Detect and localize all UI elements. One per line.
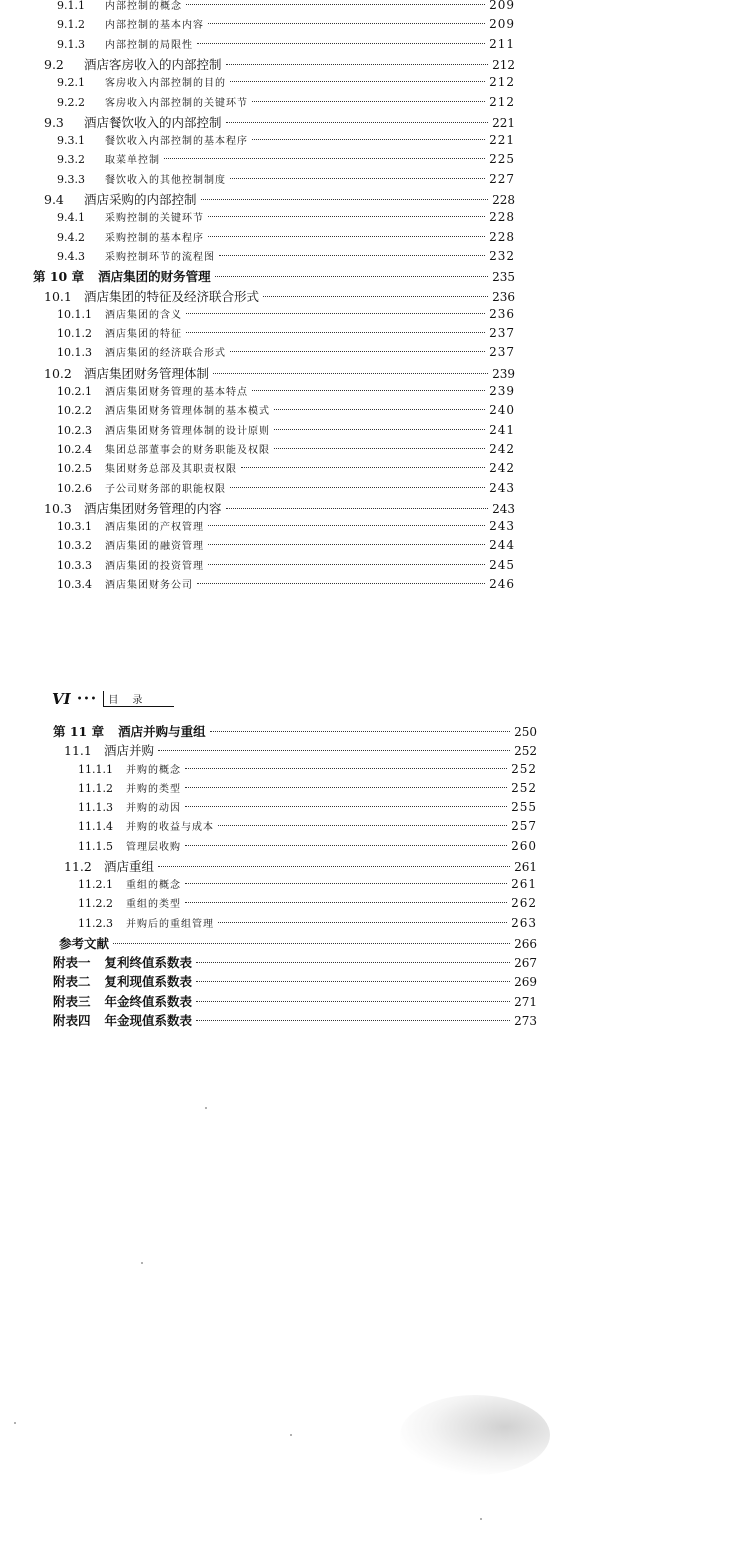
toc-entry-number: 9.2.2 — [57, 95, 85, 109]
dot-leader — [113, 943, 510, 944]
toc-entry-title: 并购后的重组管理 — [126, 918, 214, 930]
toc-entry-title: 酒店集团财务管理的内容 — [84, 500, 222, 516]
scan-speck — [14, 1422, 16, 1424]
toc-entry — [53, 1011, 537, 1029]
dot-leader — [252, 390, 485, 391]
toc-entry-page: 236 — [489, 306, 515, 321]
toc-entry-page: 255 — [511, 800, 537, 814]
toc-entry-title: 酒店集团财务管理体制的基本模式 — [105, 406, 270, 418]
dot-leader — [158, 750, 510, 751]
toc-entry-number: 10.1 — [44, 288, 72, 304]
dot-leader — [208, 23, 485, 24]
dot-leader — [208, 525, 485, 526]
toc-entry-number: 11.2 — [64, 858, 92, 874]
toc-entry-page: 244 — [489, 538, 515, 553]
toc-entry-number: 10.1.2 — [57, 327, 92, 341]
toc-entry — [57, 94, 515, 109]
dot-leader — [185, 883, 507, 884]
toc-entry-page: 228 — [489, 210, 515, 225]
dot-leader — [226, 122, 489, 123]
toc-entry — [78, 895, 537, 910]
dot-leader — [215, 276, 488, 277]
toc-entry — [57, 325, 515, 340]
dot-leader — [274, 409, 485, 410]
dot-leader — [185, 845, 507, 846]
toc-entry — [57, 480, 515, 495]
toc-entry-page: 263 — [511, 915, 537, 930]
toc-entry — [57, 151, 515, 166]
toc-entry-title: 酒店并购与重组 — [118, 724, 206, 739]
toc-entry-page: 242 — [489, 441, 515, 456]
toc-entry-number: 11.1.4 — [78, 820, 113, 834]
toc-entry — [44, 499, 515, 517]
toc-entry — [44, 113, 515, 131]
toc-entry — [44, 287, 515, 305]
scan-speck — [205, 1107, 207, 1109]
toc-entry-title: 酒店集团的特征 — [105, 329, 182, 341]
toc-entry-number: 10.2.5 — [57, 462, 92, 476]
toc-entry-title: 酒店餐饮收入的内部控制 — [84, 114, 222, 130]
toc-entry — [78, 780, 537, 795]
toc-entry — [57, 518, 515, 533]
toc-entry-page: 211 — [489, 36, 515, 51]
toc-entry-page: 228 — [489, 229, 515, 244]
toc-entry-number: 11.1.5 — [78, 839, 113, 853]
toc-entry-number: 11.1.1 — [78, 762, 113, 776]
toc-entry-page: 243 — [489, 519, 515, 534]
toc-entry-number: 10.3.4 — [57, 578, 92, 591]
toc-entry-number: 10.3.3 — [57, 558, 92, 572]
toc-entry-number: 11.1 — [64, 743, 92, 759]
toc-entry-page: 261 — [514, 859, 537, 874]
toc-entry-page: 267 — [514, 956, 537, 970]
toc-entry-title: 酒店并购 — [104, 743, 155, 759]
toc-entry — [53, 972, 537, 990]
toc-entry-title: 酒店集团财务公司 — [105, 580, 193, 591]
toc-entry-title: 复利现值系数表 — [104, 974, 193, 990]
toc-entry — [64, 857, 537, 875]
toc-entry-number: 附表三 — [53, 993, 91, 1009]
toc-entry — [78, 818, 537, 833]
toc-entry-page: 232 — [489, 248, 515, 263]
toc-entry-title: 取菜单控制 — [105, 155, 160, 167]
toc-entry-title: 集团财务总部及其职责权限 — [105, 464, 237, 476]
toc-entry-page: 245 — [489, 557, 515, 572]
toc-entry-title: 内部控制的局限性 — [105, 39, 193, 51]
dot-leader — [196, 981, 510, 982]
dot-leader — [158, 866, 510, 867]
dot-leader — [230, 81, 485, 82]
toc-entry-number: 9.4.3 — [57, 249, 85, 263]
toc-entry-number: 10.1.1 — [57, 307, 92, 321]
toc-entry — [53, 934, 537, 952]
toc-entry-number: 10.2.1 — [57, 385, 92, 398]
toc-entry — [78, 915, 537, 930]
toc-entry — [53, 992, 537, 1010]
toc-entry-page: 273 — [514, 1013, 537, 1028]
toc-entry-number: 附表二 — [53, 974, 91, 990]
toc-entry-number: 10.3 — [44, 500, 72, 516]
toc-entry-number: 9.4.2 — [57, 230, 85, 244]
dot-leader — [213, 373, 488, 374]
toc-entry-title: 参考文献 — [59, 935, 110, 951]
dot-leader — [230, 351, 485, 352]
dot-leader — [185, 902, 507, 903]
toc-entry — [57, 248, 515, 263]
toc-entry — [57, 460, 515, 475]
toc-entry-number: 11.2.1 — [78, 878, 113, 891]
toc-entry — [57, 537, 515, 552]
toc-entry-page: 269 — [514, 975, 537, 990]
toc-entry-title: 餐饮收入的其他控制制度 — [105, 174, 226, 186]
toc-entry — [44, 364, 515, 382]
dot-leader — [210, 731, 510, 732]
toc-entry-number: 第 10 章 — [33, 269, 85, 285]
toc-entry-number: 第 11 章 — [53, 724, 105, 739]
toc-entry-title: 酒店采购的内部控制 — [84, 192, 197, 207]
toc-entry-page: 252 — [514, 744, 537, 759]
toc-entry-page: 241 — [489, 422, 515, 437]
dot-leader — [185, 806, 507, 807]
dot-leader — [196, 1001, 510, 1002]
header-label: 目录 — [103, 691, 174, 707]
toc-entry-page: 235 — [492, 270, 515, 285]
toc-entry-number: 11.1.2 — [78, 781, 113, 795]
toc-entry-title: 并购的概念 — [126, 764, 181, 776]
scan-speck — [480, 1518, 482, 1520]
toc-entry-title: 子公司财务部的职能权限 — [105, 483, 226, 495]
toc-entry-number: 9.1.2 — [57, 18, 85, 32]
toc-entry-title: 酒店集团财务管理的基本特点 — [105, 387, 248, 398]
toc-entry-page: 212 — [489, 94, 515, 109]
toc-entry-title: 年金终值系数表 — [104, 993, 193, 1009]
toc-entry-page: 242 — [489, 461, 515, 476]
toc-entry-title: 采购控制的基本程序 — [105, 232, 204, 244]
dot-leader — [208, 236, 485, 237]
toc-entry-page: 209 — [489, 0, 515, 12]
toc-entry-page: 227 — [489, 171, 515, 186]
toc-entry — [57, 306, 515, 321]
toc-entry — [57, 36, 515, 51]
dot-leader — [230, 178, 485, 179]
scan-speck — [290, 1434, 292, 1436]
toc-entry-title: 集团总部董事会的财务职能及权限 — [105, 444, 270, 456]
toc-entry-number: 附表四 — [53, 1012, 91, 1028]
dot-leader — [197, 583, 485, 584]
toc-entry — [33, 267, 515, 285]
toc-entry — [53, 953, 537, 971]
toc-entry-page: 257 — [511, 819, 537, 834]
dot-leader — [274, 429, 485, 430]
toc-entry-title: 重组的类型 — [126, 899, 181, 911]
header-dots: ••• — [76, 693, 98, 705]
dot-leader — [185, 787, 507, 788]
toc-entry — [57, 422, 515, 437]
dot-leader — [208, 544, 485, 545]
toc-entry-number: 9.1.3 — [57, 37, 85, 51]
toc-entry — [57, 171, 515, 186]
toc-entry-number: 10.2.3 — [57, 423, 92, 437]
toc-entry-page: 252 — [511, 780, 537, 795]
toc-entry-page: 260 — [511, 838, 537, 853]
toc-entry-title: 并购的收益与成本 — [126, 822, 214, 834]
toc-entry-title: 酒店重组 — [104, 858, 155, 874]
toc-entry-page: 221 — [492, 115, 515, 130]
toc-entry-page: 250 — [514, 725, 537, 739]
toc-entry-number: 9.4 — [44, 192, 64, 207]
toc-entry — [57, 16, 515, 31]
toc-entry — [57, 402, 515, 417]
toc-entry-number: 10.2.4 — [57, 442, 92, 456]
toc-entry-title: 内部控制的基本内容 — [105, 20, 204, 32]
toc-entry-page: 252 — [511, 761, 537, 776]
toc-entry-title: 酒店集团的特征及经济联合形式 — [84, 288, 260, 304]
toc-entry — [78, 876, 537, 891]
toc-entry-title: 酒店集团的财务管理 — [98, 269, 211, 285]
toc-entry — [44, 55, 515, 73]
toc-entry-page: 240 — [489, 403, 515, 418]
toc-entry-number: 9.2.1 — [57, 76, 85, 90]
dot-leader — [263, 296, 488, 297]
toc-entry-page: 271 — [514, 994, 537, 1009]
toc-entry — [57, 576, 515, 591]
toc-entry-title: 酒店集团的经济联合形式 — [105, 348, 226, 360]
toc-entry-title: 并购的动因 — [126, 803, 181, 814]
dot-leader — [208, 564, 485, 565]
toc-entry-number: 11.2.2 — [78, 897, 113, 911]
dot-leader — [274, 448, 485, 449]
dot-leader — [196, 1020, 510, 1021]
dot-leader — [252, 101, 485, 102]
dot-leader — [164, 158, 485, 159]
toc-entry-title: 酒店客房收入的内部控制 — [84, 56, 222, 72]
page-header — [52, 690, 174, 708]
toc-entry-title: 内部控制的概念 — [105, 1, 182, 12]
toc-entry-page: 246 — [489, 577, 515, 591]
dot-leader — [226, 64, 489, 65]
toc-entry-page: 209 — [489, 17, 515, 32]
toc-entry-page: 237 — [489, 326, 515, 341]
toc-entry-title: 酒店集团的含义 — [105, 309, 182, 321]
toc-entry-number: 10.2 — [44, 365, 72, 381]
toc-entry-number: 9.3 — [44, 114, 64, 130]
toc-entry-page: 239 — [492, 366, 515, 381]
dot-leader — [197, 43, 485, 44]
toc-entry-number: 9.3.2 — [57, 153, 85, 167]
toc-entry-title: 酒店集团财务管理体制 — [84, 365, 210, 381]
toc-entry — [57, 557, 515, 572]
toc-entry-page: 266 — [514, 936, 537, 951]
dot-leader — [186, 332, 485, 333]
toc-entry-page: 237 — [489, 345, 515, 360]
toc-entry-page: 262 — [511, 896, 537, 911]
toc-entry-page: 225 — [489, 152, 515, 167]
toc-entry-page: 261 — [511, 877, 537, 891]
toc-entry-page: 212 — [489, 75, 515, 90]
toc-entry-page: 243 — [492, 501, 515, 516]
toc-entry-page: 212 — [492, 57, 515, 72]
toc-entry-number: 9.4.1 — [57, 211, 85, 225]
dot-leader — [241, 467, 485, 468]
toc-entry — [57, 344, 515, 359]
dot-leader — [219, 255, 485, 256]
toc-entry-title: 并购的类型 — [126, 783, 181, 795]
toc-entry — [53, 722, 537, 740]
dot-leader — [252, 139, 485, 140]
dot-leader — [226, 508, 489, 509]
toc-entry-number: 11.1.3 — [78, 801, 113, 814]
dot-leader — [230, 487, 485, 488]
dot-leader — [218, 825, 507, 826]
toc-entry-title: 复利终值系数表 — [104, 955, 193, 970]
page-number-roman: VI — [52, 690, 71, 708]
toc-entry — [64, 741, 537, 759]
toc-entry-number: 10.3.1 — [57, 520, 92, 534]
dot-leader — [185, 768, 507, 769]
toc-entry — [57, 229, 515, 244]
dot-leader — [218, 922, 507, 923]
toc-entry-title: 管理层收购 — [126, 841, 181, 853]
toc-entry — [78, 761, 537, 776]
toc-entry-number: 附表一 — [53, 955, 91, 970]
toc-entry-title: 采购控制的关键环节 — [105, 213, 204, 225]
toc-entry-number: 10.2.2 — [57, 404, 92, 418]
toc-entry-title: 客房收入内部控制的目的 — [105, 78, 226, 90]
toc-entry-number: 11.2.3 — [78, 916, 113, 930]
toc-entry-page: 239 — [489, 384, 515, 398]
dot-leader — [186, 4, 485, 5]
toc-entry-number: 9.2 — [44, 56, 64, 72]
toc-entry-title: 年金现值系数表 — [104, 1012, 193, 1028]
toc-entry — [78, 838, 537, 853]
dot-leader — [201, 199, 489, 200]
toc-entry-title: 酒店集团财务管理体制的设计原则 — [105, 425, 270, 437]
toc-entry-title: 酒店集团的融资管理 — [105, 541, 204, 553]
toc-entry — [57, 209, 515, 224]
toc-entry-page: 228 — [492, 193, 515, 207]
toc-entry-title: 重组的概念 — [126, 880, 181, 891]
toc-entry-title: 客房收入内部控制的关键环节 — [105, 97, 248, 109]
toc-entry — [78, 799, 537, 814]
toc-entry-number: 9.3.1 — [57, 134, 85, 148]
toc-entry-page: 243 — [489, 480, 515, 495]
toc-entry-number: 9.1.1 — [57, 0, 85, 12]
toc-entry — [57, 383, 515, 398]
toc-entry — [57, 74, 515, 89]
toc-entry-number: 9.3.3 — [57, 172, 85, 186]
toc-entry-title: 酒店集团的产权管理 — [105, 522, 204, 534]
dot-leader — [186, 313, 485, 314]
toc-entry-number: 10.3.2 — [57, 539, 92, 553]
dot-leader — [196, 962, 510, 963]
toc-entry — [57, 0, 515, 12]
toc-entry-number: 10.2.6 — [57, 481, 92, 495]
toc-entry-title: 酒店集团的投资管理 — [105, 560, 204, 572]
toc-entry — [57, 441, 515, 456]
toc-entry-title: 餐饮收入内部控制的基本程序 — [105, 136, 248, 148]
toc-entry — [44, 190, 515, 208]
scan-speck — [141, 1262, 143, 1264]
toc-entry-title: 采购控制环节的流程图 — [105, 251, 215, 263]
toc-entry-page: 236 — [492, 289, 515, 304]
toc-entry-page: 221 — [489, 133, 515, 148]
toc-entry-number: 10.1.3 — [57, 346, 92, 360]
dot-leader — [208, 216, 485, 217]
scan-smudge — [400, 1395, 550, 1475]
toc-entry — [57, 132, 515, 147]
